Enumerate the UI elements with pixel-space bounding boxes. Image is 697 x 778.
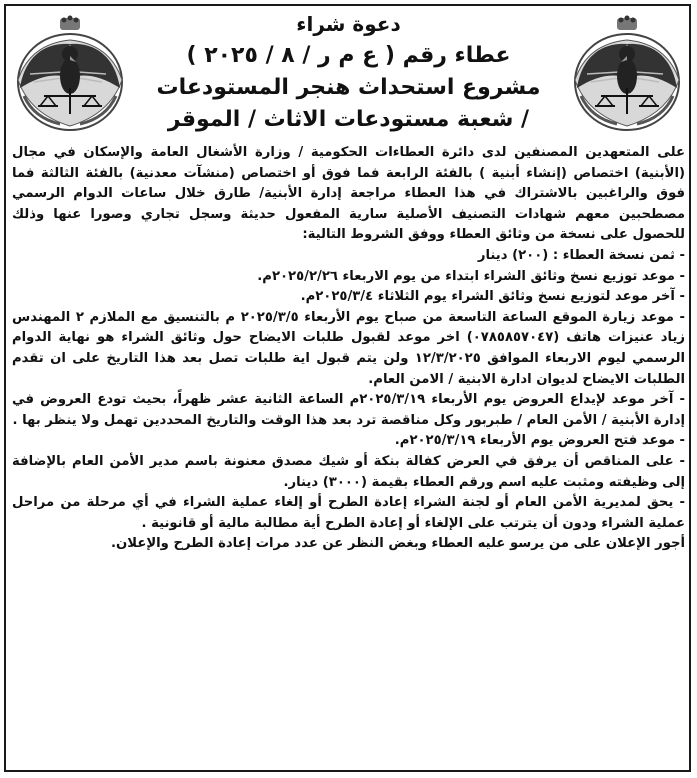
clause-advertising-fees: أجور الإعلان على من يرسو عليه العطاء وبغض النظر عن عدد مرات إعادة الطرح والإعلان.	[111, 536, 685, 552]
intro-paragraph: على المتعهدين المصنفين لدى دائرة العطاءات الحكومية / وزارة الأشغال العامة والإسكان في مجال (الأبنية) اختصاص (إنشاء أبنية ) بالفئة الرابعة فما فوق أو اختصاص (منشآت معدنية) بالفئة الثالثة فما فوق والراغبين بالاشتراك في هذا العطاء مراجعة إدارة الأبنية/ طارق خلال ساعات الدوام الرسمي مصطحبين معهم شهادات التصنيف الأصلية سارية المفعول حديثة وسجل تجاري وصورا عنها وذلك للحصول على نسخة من وثائق العطاء ووفق الشروط التالية:	[12, 145, 685, 243]
clause-cancellation-right: - يحق لمديرية الأمن العام أو لجنة الشراء إعادة الطرح أو إلغاء عملية الشراء في أي مرحلة من مراحل عملية الشراء ودون أن يترتب على الإلغاء أو إعادة الطرح أية مطالبة مالية أو قانونية .	[12, 495, 685, 531]
clause-bank-guarantee: - على المناقص أن يرفق في العرض كفالة بنكة أو شيك مصدق معنونة باسم مدير الأمن العام بالإضافة إلى وظيفته ومثبت عليه اسم ورقم العطاء بقيمة (٣٠٠٠) دينار.	[12, 453, 685, 490]
project-title: مشروع استحداث هنجر المستودعات	[156, 75, 541, 100]
clause-site-visit: - موعد زيارة الموقع الساعة التاسعة من صباح يوم الأربعاء ٢٠٢٥/٣/٥ م بالتنسيق مع الملازم ٢ المهندس زياد عنيزات هاتف (٠٧٨٥٨٥٧٠٤٧) اخر موعد لقبول طلبات الايضاح حول وثائق الشراء هو نهاية الدوام الرسمي ليوم الاربعاء الموافق ١٢/٣/٢٠٢٥ ولن يتم قبول اية طلبات تصل بعد هذا التاريخ على ان تقدم الطلبات الايضاح لديوان ادارة الابنية / الامن العام.	[12, 309, 685, 387]
eagle-crest-icon	[567, 14, 687, 136]
clause-submission-deadline: - آخر موعد لإيداع العروض يوم الأربعاء ٢٠٢٥/٣/١٩م الساعة الثانية عشر ظهراً، بحيث تودع العروض في إدارة الأبنية / الأمن العام / طبربور وكل مناقصة ترد بعد هذا الوقت والتاريخ المحددين تهمل ولا ينظر بها .	[12, 392, 685, 428]
clause-distribution-start: - موعد توزيع نسخ وثائق الشراء ابتداء من يوم الاربعاء ٢٠٢٥/٢/٢٦م.	[257, 268, 685, 284]
police-emblem-left	[10, 14, 130, 136]
department-title: / شعبة مستودعات الاثاث / الموقر	[167, 107, 530, 132]
clause-copy-price: - ثمن نسخة العطاء : (٢٠٠) دينار	[477, 247, 685, 263]
clause-opening-date: - موعد فتح العروض يوم الأربعاء ٢٠٢٥/٣/١٩م.	[394, 433, 685, 449]
notice-header	[140, 8, 557, 136]
eagle-crest-icon	[10, 14, 130, 136]
tender-number: عطاء رقم ( ع م ر / ٨ / ٢٠٢٥ )	[186, 43, 511, 68]
notice-body	[12, 143, 685, 555]
clause-distribution-end: - آخر موعد لتوزيع نسخ وثائق الشراء يوم الثلاثاء ٢٠٢٥/٣/٤م.	[300, 289, 685, 305]
invitation-title: دعوة شراء	[296, 12, 401, 36]
police-emblem-right	[567, 14, 687, 136]
